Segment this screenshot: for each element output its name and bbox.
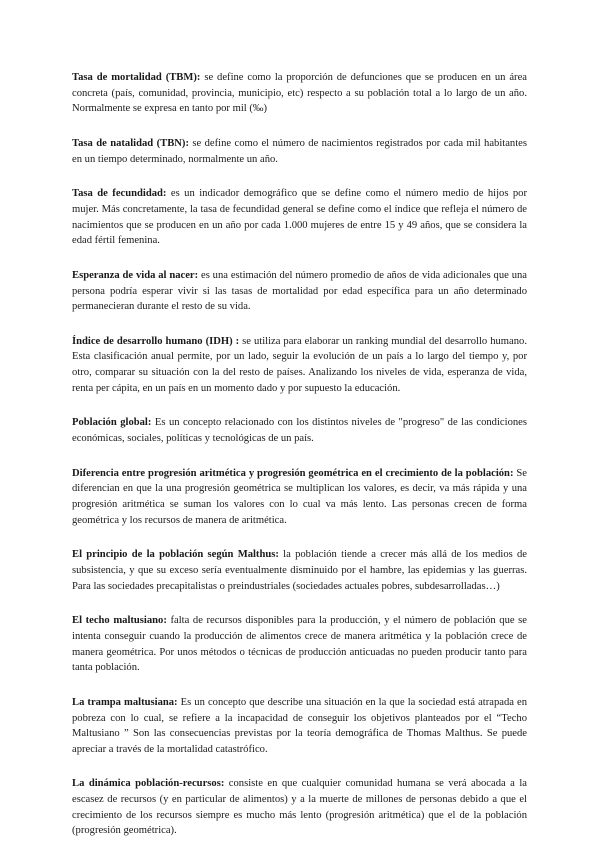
definition-term: Tasa de fecundidad: (72, 188, 167, 200)
definition-text: consiste en que cualquier comunidad humana se verá abocada a la escasez de recursos (y en particular de alimentos) y a la muerte de millones de personas debido a que el crecimiento de los recursos siempre es mucho más lento (progresión aritmética) que el de la población (progresión geométrica). (72, 778, 527, 837)
definition-term: El techo maltusiano: (72, 615, 167, 627)
definition-term: Índice de desarrollo humano (IDH) : (72, 335, 240, 347)
definition-term: Diferencia entre progresión aritmética y progresión geométrica en el crecimiento de la población: (72, 467, 514, 479)
definition-esperanza-vida (72, 268, 527, 315)
definition-trampa-maltusiana (72, 695, 527, 757)
definition-tasa-natalidad (72, 136, 527, 167)
definition-tasa-mortalidad (72, 70, 527, 117)
definition-poblacion-global (72, 415, 527, 446)
definition-term: Tasa de natalidad (TBN): (72, 137, 189, 149)
definition-principio-malthus (72, 547, 527, 594)
definition-term: La trampa maltusiana: (72, 696, 178, 708)
definition-term: Tasa de mortalidad (TBM): (72, 72, 201, 83)
definition-text: Se diferencian en que la una progresión geométrica se multiplican los valores, es decir, va más rápida y una progresión aritmética se suman los valores con lo cual va más lento. Las personas crecen de forma geométrica y los recursos de manera de aritmética. (72, 467, 528, 526)
definition-term: Esperanza de vida al nacer: (72, 269, 199, 281)
definition-text: se define como el número de nacimientos registrados por cada mil habitantes en un tiempo determinado, normalmente un año. (72, 137, 527, 165)
definition-text: se utiliza para elaborar un ranking mundial del desarrollo humano. Esta clasificación anual permite, por un lado, seguir la evolución de un país a lo largo del tiempo y, por otro, comparar su situación con la del resto de países. Analizando los niveles de vida, esperanza de vida, renta per cápita, en un país en un momento dado y por supuesto la educación. (72, 335, 527, 394)
definition-term: El principio de la población según Malthus: (72, 549, 279, 561)
definition-text: se define como la proporción de defunciones que se producen en un área concreta (país, comunidad, provincia, municipio, etc) respecto a su población total a lo largo de un año. Normalmente se expresa en tanto por mil (‰) (72, 72, 527, 115)
definition-text: Es un concepto relacionado con los distintos niveles de "progreso" de las condiciones económicas, sociales, políticas y tecnológicas de un país. (72, 417, 527, 445)
definition-techo-maltusiano (72, 613, 527, 675)
definitions-list (72, 70, 527, 858)
definition-tasa-fecundidad (72, 186, 527, 248)
definition-idh (72, 334, 527, 396)
definition-text: es una estimación del número promedio de años de vida adicionales que una persona podría esperar vivir si las tasas de mortalidad por edad específica para un año determinado permanecieran durante el resto de su vida. (72, 269, 527, 313)
definition-term: La dinámica población-recursos: (72, 778, 225, 790)
definition-progresiones (72, 466, 527, 528)
definition-text: es un indicador demográfico que se define como el número medio de hijos por mujer. Más concretamente, la tasa de fecundidad general se define como el índice que refleja el número de nacimientos que se producen en un año por cada 1.000 mujeres de entre 15 y 49 años, que se considera la edad fértil femenina. (72, 188, 528, 247)
definition-term: Población global: (72, 417, 152, 429)
definition-dinamica-poblacion (72, 776, 527, 838)
definition-text: Es un concepto que describe una situación en la que la sociedad está atrapada en pobreza con lo cual, se refiere a la incapacidad de conseguir los objetivos planteados por el “Techo Maltusiano ” Son las consecuencias previstas por la teoría demográfica de Thomas Malthus. Se puede apreciar a través de la mortalidad catastrófico. (72, 696, 528, 755)
definition-text: la población tiende a crecer más allá de los medios de subsistencia, y que su exceso sería eventualmente disminuido por el hambre, las epidemias y las guerras. Para las sociedades precapitalistas o preindustriales (sociedades actuales pobres, subdesarrolladas…) (72, 549, 528, 592)
definition-text: falta de recursos disponibles para la producción, y el número de población que se intenta conseguir cuando la producción de alimentos crece de manera aritmética y la población crece de manera geométrica. Por unos métodos o técnicas de producción anticuadas no pueden producir tanto para tanta población. (72, 615, 527, 674)
